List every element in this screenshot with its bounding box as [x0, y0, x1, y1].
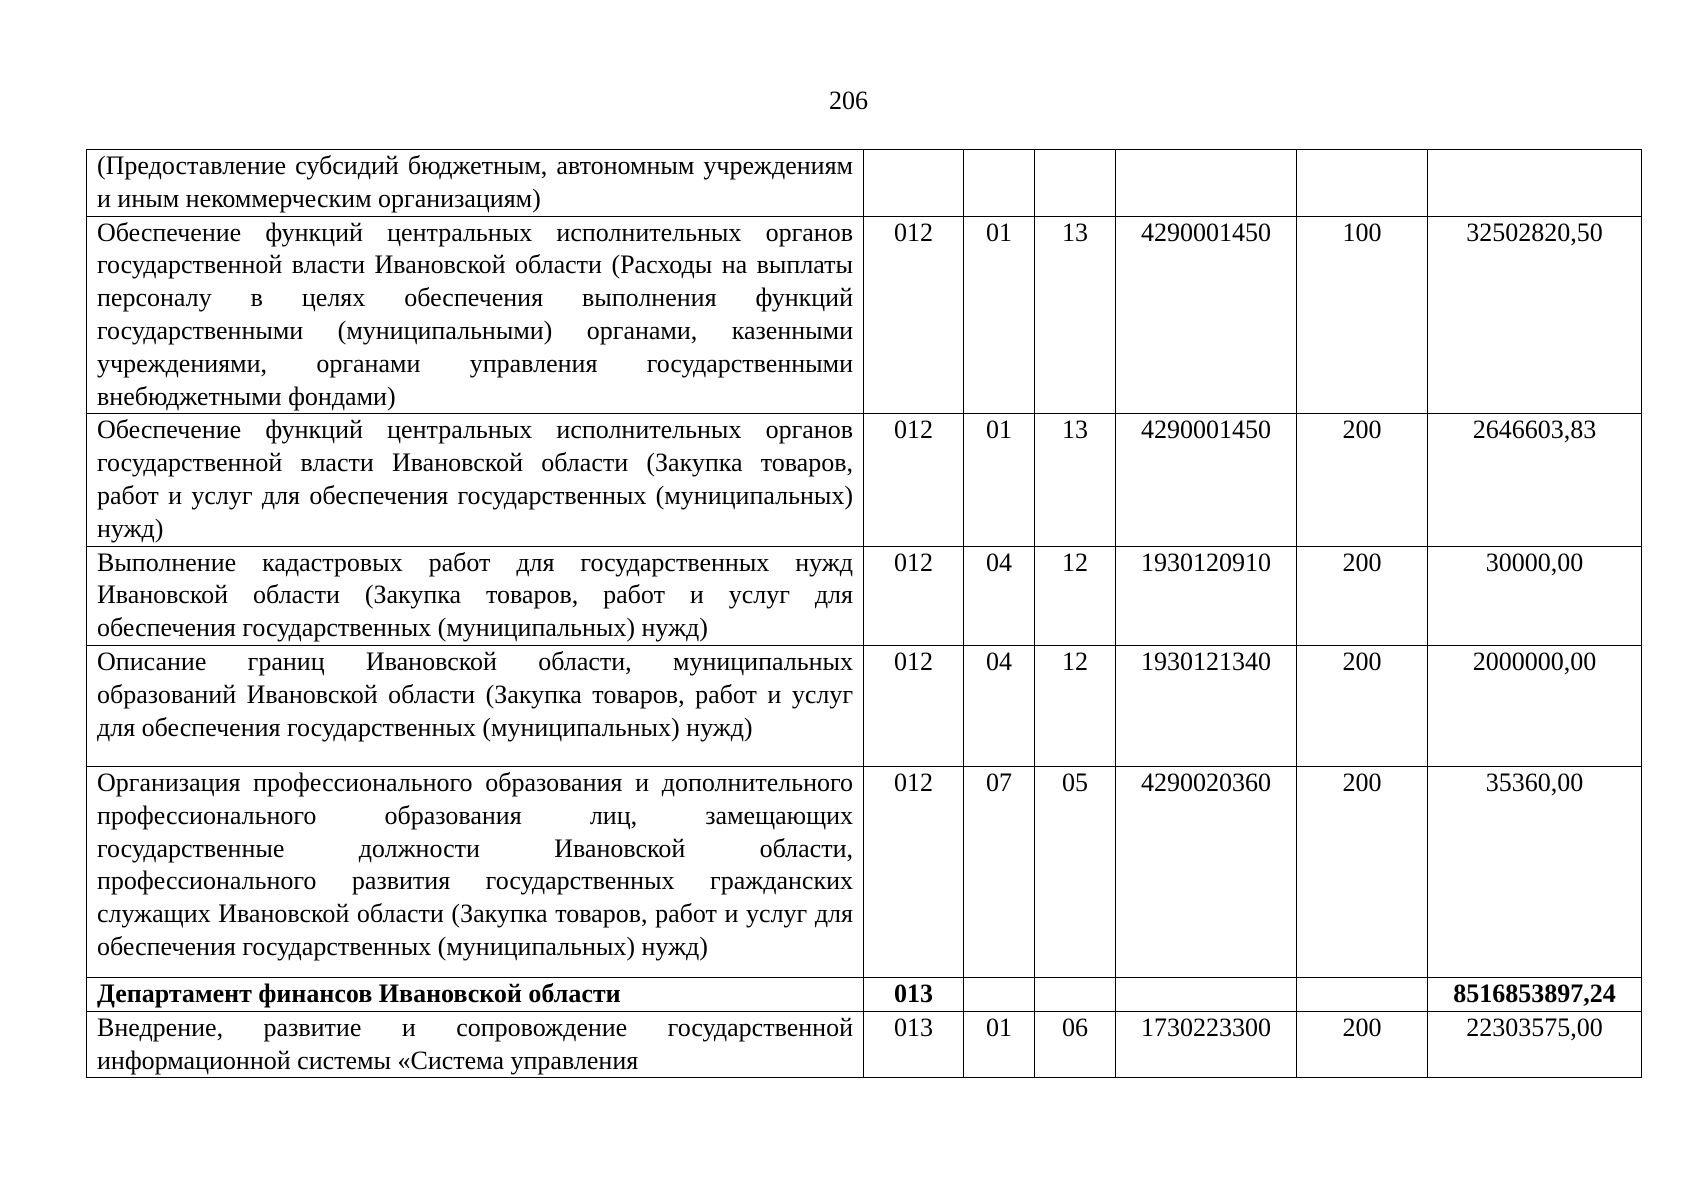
subsection-code: 13: [1035, 216, 1116, 414]
target-item-code: 1930121340: [1116, 645, 1297, 766]
expense-type-code: 200: [1297, 645, 1428, 766]
expense-type-code: 100: [1297, 216, 1428, 414]
section-code: 07: [964, 766, 1035, 977]
subsection-code: [1035, 977, 1116, 1011]
section-code: 01: [964, 216, 1035, 414]
expense-type-code: 200: [1297, 546, 1428, 645]
subsection-code: 06: [1035, 1011, 1116, 1078]
grbs-code: 012: [864, 546, 964, 645]
grbs-code: 012: [864, 766, 964, 977]
section-code: 04: [964, 645, 1035, 766]
target-item-code: 4290001450: [1116, 216, 1297, 414]
expense-description: Обеспечение функций центральных исполнительных органов государственной власти Ивановской области (Закупка товаров, работ и услуг для обеспечения государственных (муниципальных) нужд): [87, 414, 864, 546]
table-row: [87, 546, 1642, 645]
subsection-code: 12: [1035, 546, 1116, 645]
grbs-code: 012: [864, 645, 964, 766]
table-row: [87, 414, 1642, 546]
expense-description: (Предоставление субсидий бюджетным, автономным учреждениям и иным некоммерческим организациям): [87, 150, 864, 217]
grbs-code: [864, 150, 964, 217]
expense-description: Обеспечение функций центральных исполнительных органов государственной власти Ивановской области (Расходы на выплаты персоналу в целях обеспечения выполнения функций государственными (муниципальными) органами, казенными учреждениями, органами управления государственными внебюджетными фондами): [87, 216, 864, 414]
amount-value: 2646603,83: [1428, 414, 1642, 546]
expense-type-code: 200: [1297, 414, 1428, 546]
amount-value: 32502820,50: [1428, 216, 1642, 414]
target-item-code: 4290001450: [1116, 414, 1297, 546]
grbs-code: 013: [864, 977, 964, 1011]
page-number: 206: [829, 86, 868, 115]
amount-value: 8516853897,24: [1428, 977, 1642, 1011]
subsection-code: 05: [1035, 766, 1116, 977]
grbs-code: 012: [864, 414, 964, 546]
subsection-code: 13: [1035, 414, 1116, 546]
target-item-code: 1730223300: [1116, 1011, 1297, 1078]
table-row: [87, 645, 1642, 766]
budget-table-body: [87, 150, 1642, 1078]
expense-type-code: 200: [1297, 766, 1428, 977]
table-row: [87, 1011, 1642, 1078]
amount-value: [1428, 150, 1642, 217]
target-item-code: 1930120910: [1116, 546, 1297, 645]
expense-description: Выполнение кадастровых работ для государственных нужд Ивановской области (Закупка товаров, работ и услуг для обеспечения государственных (муниципальных) нужд): [87, 546, 864, 645]
amount-value: 30000,00: [1428, 546, 1642, 645]
grbs-code: 012: [864, 216, 964, 414]
amount-value: 22303575,00: [1428, 1011, 1642, 1078]
table-row: [87, 766, 1642, 977]
expense-description: Организация профессионального образования и дополнительного профессионального образования лиц, замещающих государственные должности Ивановской области, профессионального развития государственных гражданских служащих Ивановской области (Закупка товаров, работ и услуг для обеспечения государственных (муниципальных) нужд): [87, 766, 864, 977]
expense-description: Департамент финансов Ивановской области: [87, 977, 864, 1011]
subsection-code: 12: [1035, 645, 1116, 766]
budget-table: [86, 149, 1642, 1078]
target-item-code: [1116, 977, 1297, 1011]
section-code: 01: [964, 414, 1035, 546]
section-code: 01: [964, 1011, 1035, 1078]
expense-type-code: [1297, 150, 1428, 217]
expense-description: Описание границ Ивановской области, муниципальных образований Ивановской области (Закупка товаров, работ и услуг для обеспечения государственных (муниципальных) нужд): [87, 645, 864, 766]
section-code: 04: [964, 546, 1035, 645]
section-code: [964, 977, 1035, 1011]
target-item-code: [1116, 150, 1297, 217]
subsection-code: [1035, 150, 1116, 217]
expense-type-code: [1297, 977, 1428, 1011]
amount-value: 2000000,00: [1428, 645, 1642, 766]
grbs-code: 013: [864, 1011, 964, 1078]
table-row: [87, 216, 1642, 414]
amount-value: 35360,00: [1428, 766, 1642, 977]
expense-type-code: 200: [1297, 1011, 1428, 1078]
expense-description: Внедрение, развитие и сопровождение государственной информационной системы «Система управления: [87, 1011, 864, 1078]
table-row-department-total: [87, 977, 1642, 1011]
section-code: [964, 150, 1035, 217]
table-row: [87, 150, 1642, 217]
target-item-code: 4290020360: [1116, 766, 1297, 977]
